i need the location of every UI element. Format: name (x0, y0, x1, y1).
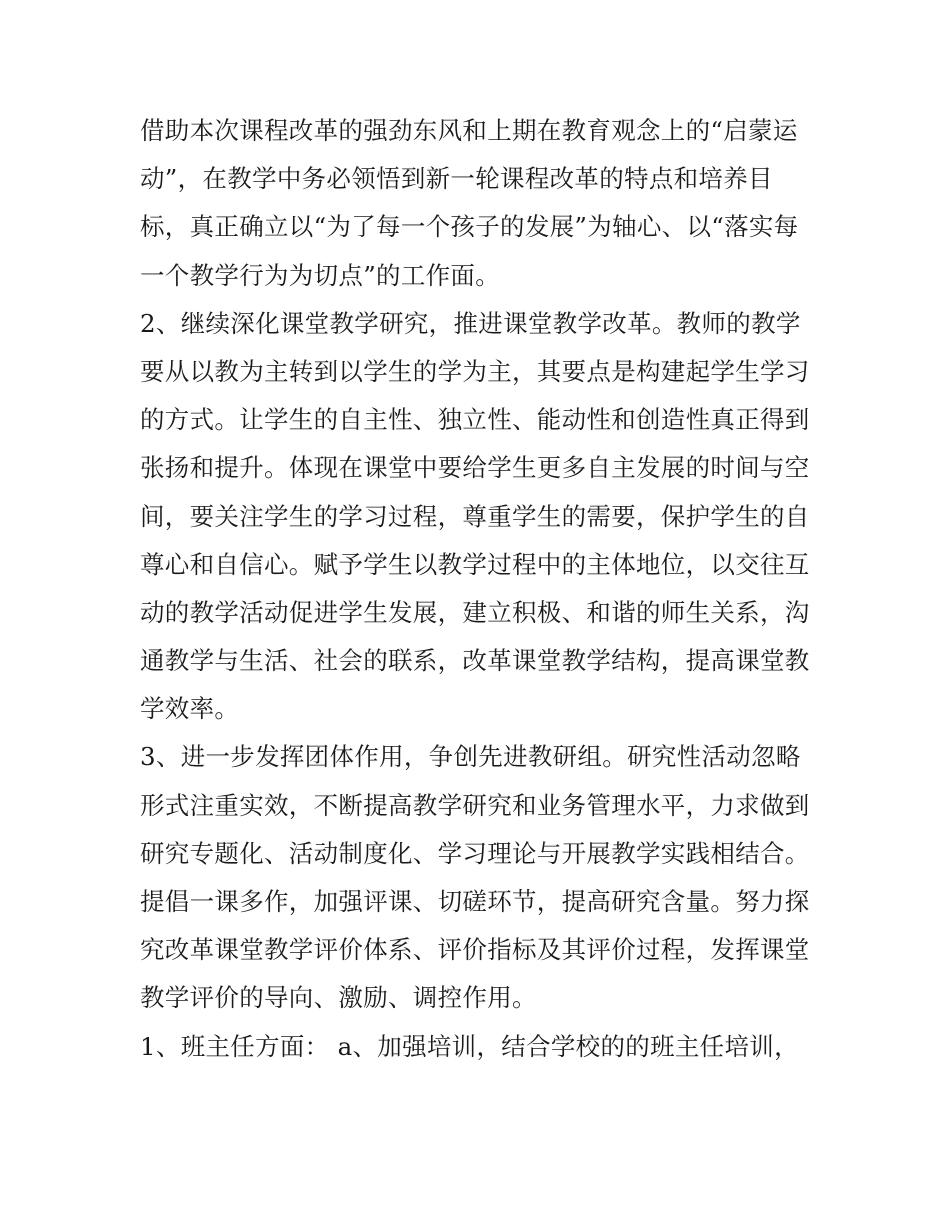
text-line: 1、班主任方面： a、加强培训，结合学校的的班主任培训， (140, 1031, 799, 1061)
text-line: 尊心和自信心。赋予学生以教学过程中的主体地位，以交往互 (140, 549, 810, 579)
text-line: 研究专题化、活动制度化、学习理论与开展教学实践相结合。 (140, 838, 810, 868)
text-line: 间，要关注学生的学习过程，尊重学生的需要，保护学生的自 (140, 501, 810, 531)
text-line: 提倡一课多作，加强评课、切磋环节，提高研究含量。努力探 (140, 887, 810, 916)
text-line: 标，真正确立以“为了每一个孩子的发展”为轴心、以“落实每 (140, 212, 799, 242)
text-line: 动”，在教学中务必领悟到新一轮课程改革的特点和培养目 (140, 164, 773, 194)
text-line: 的方式。让学生的自主性、独立性、能动性和创造性真正得到 (140, 405, 810, 435)
document-body-text (140, 107, 840, 1071)
text-line: 究改革课堂教学评价体系、评价指标及其评价过程，发挥课堂 (140, 935, 810, 965)
text-line: 2、继续深化课堂教学研究，推进课堂教学改革。教师的教学 (140, 308, 801, 338)
text-line: 3、进一步发挥团体作用，争创先进教研组。研究性活动忽略 (140, 742, 801, 772)
text-line: 学效率。 (140, 694, 240, 724)
text-line: 要从以教为主转到以学生的学为主，其要点是构建起学生学习 (140, 356, 810, 386)
text-line: 张扬和提升。体现在课堂中要给学生更多自主发展的时间与空 (140, 453, 810, 483)
text-line: 形式注重实效，不断提高教学研究和业务管理水平，力求做到 (140, 790, 810, 820)
text-line: 一个教学行为为切点”的工作面。 (140, 260, 501, 290)
text-line: 动的教学活动促进学生发展，建立积极、和谐的师生关系，沟 (140, 597, 810, 627)
text-line: 教学评价的导向、激励、调控作用。 (140, 983, 537, 1013)
text-line: 借助本次课程改革的强劲东风和上期在教育观念上的“启蒙运 (140, 116, 798, 145)
text-line: 通教学与生活、社会的联系，改革课堂教学结构，提高课堂教 (140, 646, 810, 676)
